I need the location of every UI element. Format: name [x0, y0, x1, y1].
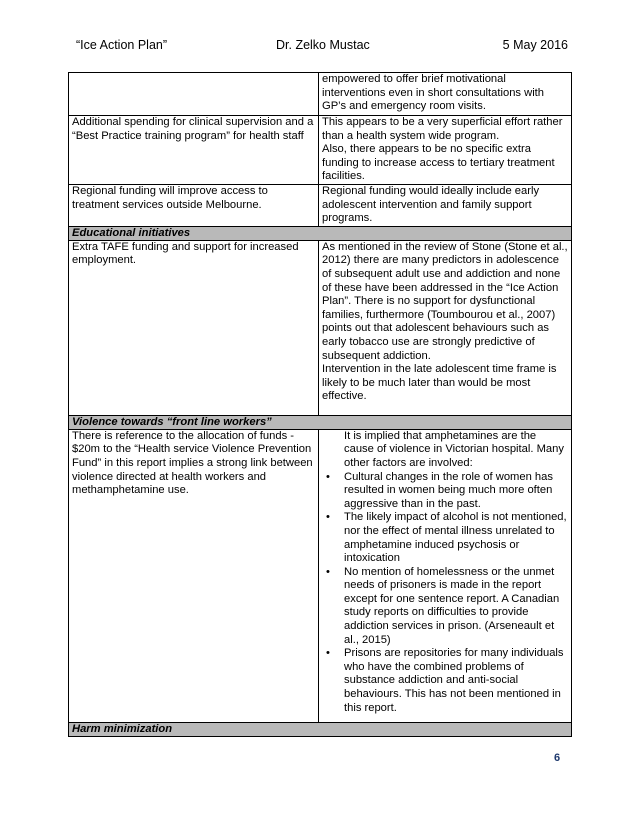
cell-paragraph: This appears to be a very superficial effort rather than a health system wide program.	[322, 116, 563, 142]
cell-text: Regional funding would ideally include early adolescent intervention and family support programs.	[322, 184, 540, 225]
table-cell-right	[319, 240, 572, 415]
list-item: • Cultural changes in the role of women has resulted in women being much more often aggressive than in the past.	[322, 471, 569, 512]
list-item: • The likely impact of alcohol is not mentioned, nor the effect of mental illness unrelated to amphetamine induced psychosis or intoxication	[322, 511, 569, 565]
page-header	[68, 38, 568, 54]
cell-paragraph: Intervention in the late adolescent time frame is likely to be much later than would be most effective.	[322, 363, 557, 403]
table-cell-left	[69, 429, 319, 722]
page-number: 6	[554, 752, 561, 764]
cell-paragraph: Also, there appears to be no specific extra funding to increase access to tertiary treatment facilities.	[322, 143, 555, 183]
table-row	[69, 240, 572, 415]
table-cell-right	[319, 116, 572, 185]
section-heading-row	[69, 722, 572, 736]
header-date: 5 May 2016	[502, 38, 568, 52]
section-heading: Educational initiatives	[69, 226, 572, 240]
table-row	[69, 73, 572, 116]
table-cell-left	[69, 184, 319, 226]
bullet-list	[322, 430, 569, 715]
section-heading: Harm minimization	[69, 722, 572, 736]
list-item-intro: It is implied that amphetamines are the cause of violence in Victorian hospital. Many other factors are involved:	[344, 429, 564, 469]
table-row	[69, 184, 572, 226]
table-row	[69, 429, 572, 722]
cell-text: Extra TAFE funding and support for increased employment.	[72, 240, 299, 267]
header-author: Dr. Zelko Mustac	[276, 38, 370, 52]
cell-text: Additional spending for clinical supervision and a “Best Practice training program” for health staff	[72, 116, 314, 142]
cell-paragraph: As mentioned in the review of Stone (Stone et al., 2012) there are many predictors in adolescence of subsequent adult use and addiction and none of these have been addressed in the “Ice Action Plan”. There is no support for dysfunctional families, furthermore (Toumbourou et al., 2007) points out that adolescent behaviours such as early tobacco use are strongly predictive of subsequent addiction.	[322, 240, 568, 362]
section-heading-row	[69, 226, 572, 240]
cell-text: empowered to offer brief motivational interventions even in short consultations with GP’s and emergency room visits.	[322, 73, 545, 113]
section-heading-row	[69, 415, 572, 429]
table-cell-left	[69, 73, 319, 116]
table-cell-right	[319, 73, 572, 116]
cell-text: Regional funding will improve access to treatment services outside Melbourne.	[72, 184, 268, 211]
table-row	[69, 116, 572, 185]
action-plan-review-table	[68, 72, 572, 737]
list-item: • Prisons are repositories for many individuals who have the combined problems of substance addiction and anti-social behaviours. This has not been mentioned in this report.	[322, 647, 569, 715]
table-cell-left	[69, 240, 319, 415]
table-cell-right	[319, 429, 572, 722]
table-cell-left	[69, 116, 319, 185]
header-document-title: “Ice Action Plan”	[76, 38, 168, 52]
table-cell-right	[319, 184, 572, 226]
cell-text: There is reference to the allocation of funds - $20m to the “Health service Violence Prevention Fund” in this report implies a strong link between violence directed at health workers and methamphetamine use.	[72, 429, 313, 497]
section-heading: Violence towards “front line workers”	[69, 415, 572, 429]
list-item: • No mention of homelessness or the unmet needs of prisoners is made in the report except for one sentence report. A Canadian study reports on difficulties to provide addiction services in prison. (Arseneault et al., 2015)	[322, 566, 569, 648]
